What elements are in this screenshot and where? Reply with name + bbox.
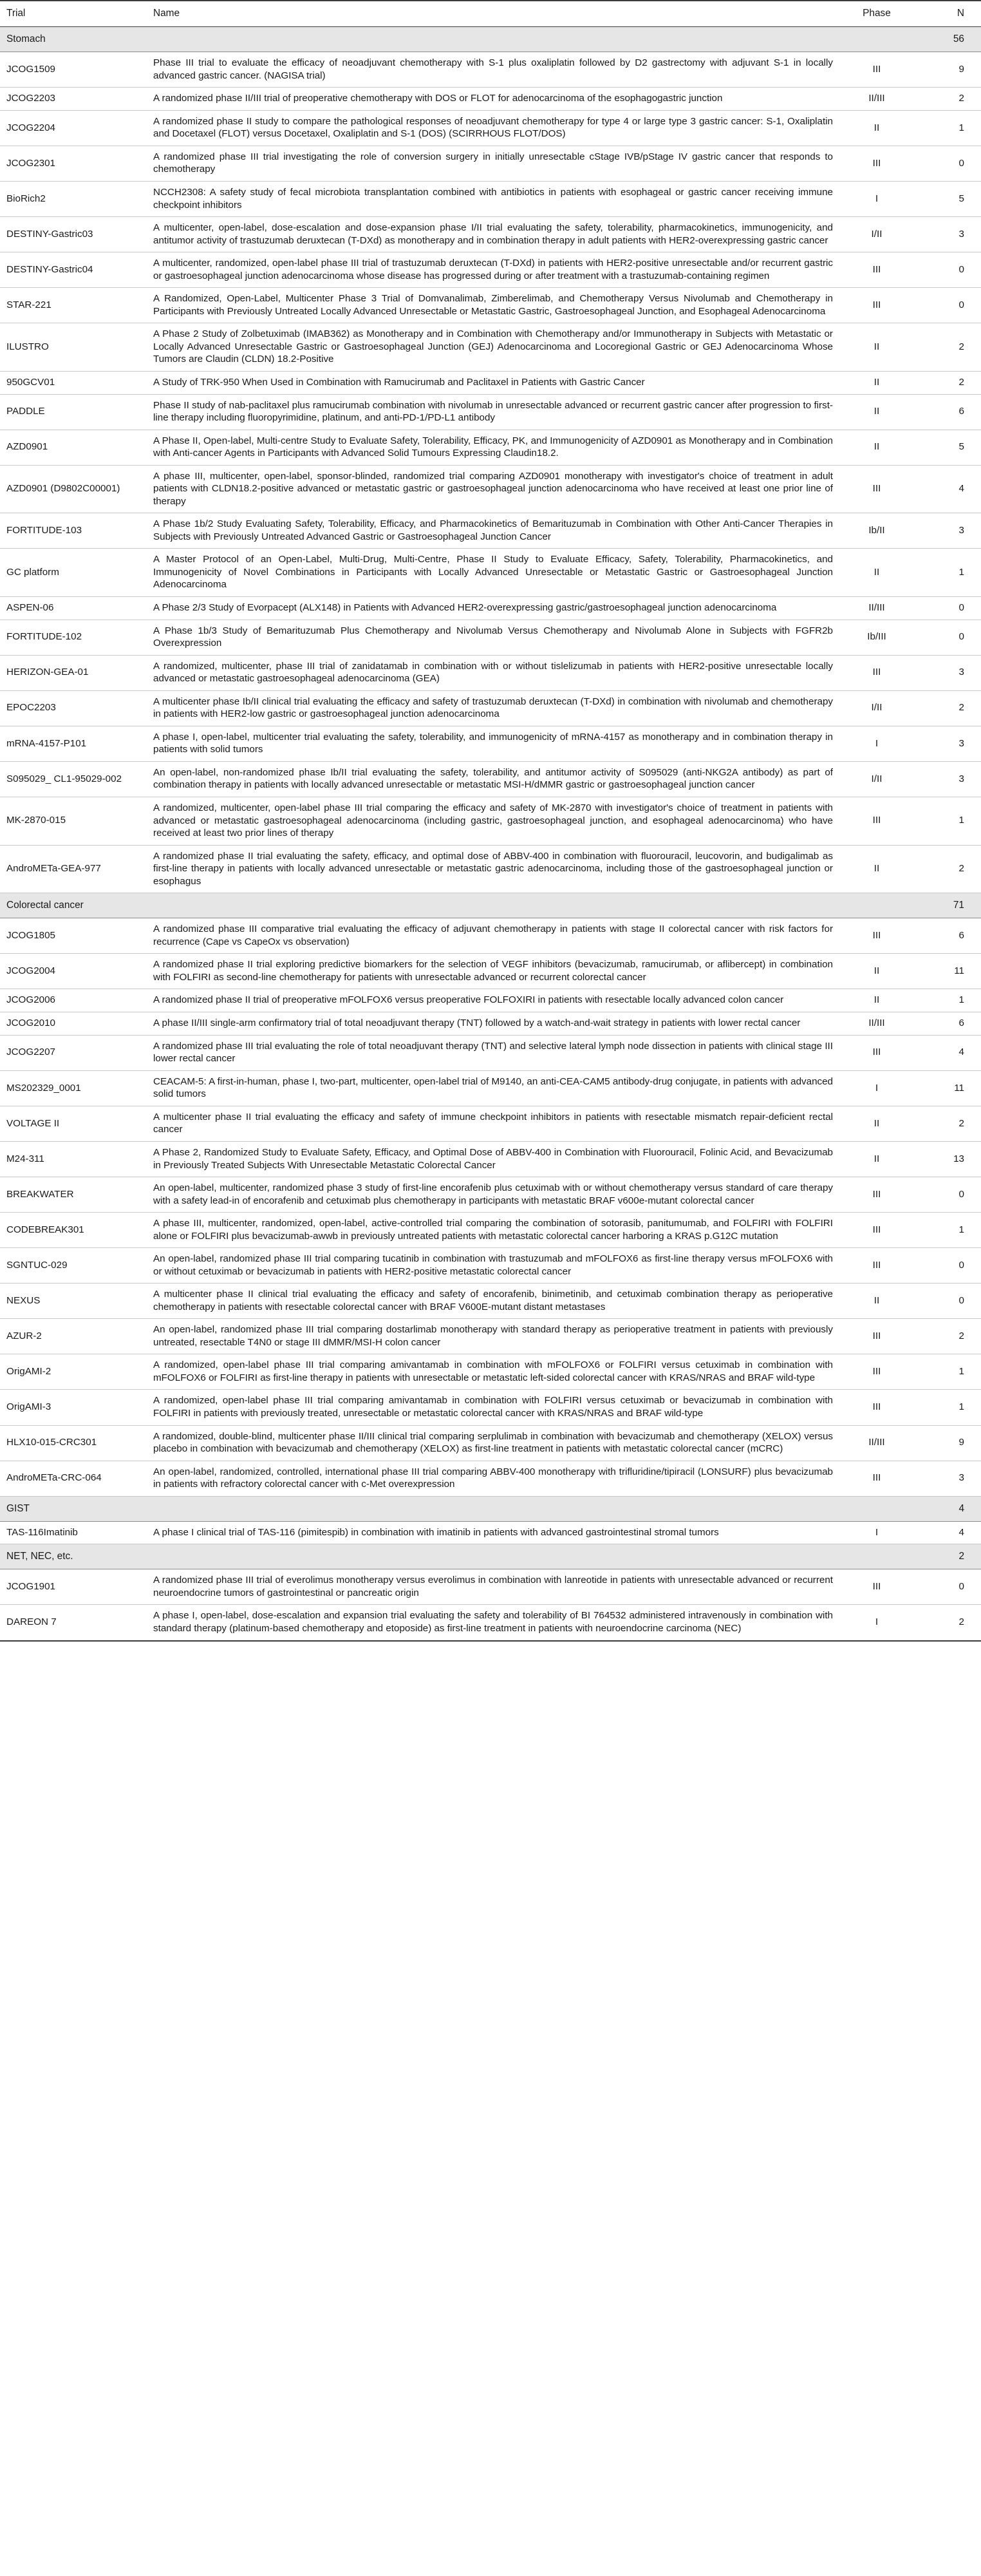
trial-name: An open-label, non-randomized phase Ib/II trial evaluating the safety, tolerability, and antitumor activity of S095029 (anti-NKG2A antibody) as part of combination therapy in patients with locally advanced unresectable or metastatic MSI-H/dMMR gastric or gastroesophageal junction cancer <box>147 761 843 797</box>
trial-name: A multicenter phase II clinical trial evaluating the efficacy and safety of encorafenib, binimetinib, and cetuximab combination therapy as perioperative chemotherapy in patients with resectable colorectal cancer with BRAF V600E-mutant distant metastases <box>147 1283 843 1319</box>
trial-phase: I <box>843 726 910 761</box>
trial-name: CEACAM-5: A first-in-human, phase I, two-part, multicenter, open-label trial of M9140, an anti-CEA-CAM5 antibody-drug conjugate, in patients with advanced solid tumors <box>147 1070 843 1106</box>
trial-id: AZD0901 <box>0 430 147 465</box>
trial-count: 5 <box>910 430 981 465</box>
table-row <box>0 1569 981 1605</box>
table-row <box>0 52 981 88</box>
table-row <box>0 549 981 597</box>
table-row <box>0 954 981 989</box>
column-header-phase: Phase <box>843 1 910 27</box>
column-header-name: Name <box>147 1 843 27</box>
trial-phase: III <box>843 1248 910 1283</box>
trial-name: Phase III trial to evaluate the efficacy of neoadjuvant chemotherapy with S-1 plus oxaliplatin followed by D2 gastrectomy with adjuvant S-1 in locally advanced gastric cancer. (NAGISA trial) <box>147 52 843 88</box>
trial-count: 13 <box>910 1142 981 1177</box>
trial-count: 2 <box>910 1605 981 1641</box>
trial-name: A randomized phase II study to compare the pathological responses of neoadjuvant chemotherapy for type 4 or large type 3 gastric cancer: S-1, Oxaliplatin and Docetaxel (FLOT) versus Docetaxel, Oxaliplatin and S-1 (DOS) (SCIRRHOUS FLOT/DOS) <box>147 110 843 146</box>
table-row <box>0 620 981 655</box>
trial-id: SGNTUC-029 <box>0 1248 147 1283</box>
trial-id: FORTITUDE-102 <box>0 620 147 655</box>
table-row <box>0 726 981 761</box>
trial-name: A randomized phase III trial evaluating the role of total neoadjuvant therapy (TNT) and selective lateral lymph node dissection in patients with clinical stage III lower rectal cancer <box>147 1035 843 1070</box>
trial-phase: III <box>843 1035 910 1070</box>
trial-count: 9 <box>910 1425 981 1461</box>
trial-count: 6 <box>910 1012 981 1036</box>
trial-name: A Randomized, Open-Label, Multicenter Phase 3 Trial of Domvanalimab, Zimberelimab, and Chemotherapy Versus Nivolumab and Chemotherapy in Participants with Previously Untreated Locally Advanced Unresectable or Metastatic Gastric, Gastroesophageal Junction, and Esophageal Adenocarcinoma <box>147 288 843 323</box>
trial-id: JCOG2203 <box>0 88 147 111</box>
trial-name: A phase III, multicenter, randomized, open-label, active-controlled trial comparing the combination of sotorasib, panitumumab, and FOLFIRI with FOLFIRI alone or FOLFIRI plus bevacizumab-awwb in previously untreated patients with metastatic colorectal cancer harboring a KRAS p.G12C mutation <box>147 1213 843 1248</box>
trial-phase: II <box>843 371 910 394</box>
section-label: GIST <box>0 1496 910 1521</box>
table-row <box>0 146 981 181</box>
table-row <box>0 1070 981 1106</box>
trial-id: STAR-221 <box>0 288 147 323</box>
trial-phase: III <box>843 1354 910 1390</box>
trial-name: NCCH2308: A safety study of fecal microbiota transplantation combined with antibiotics in patients with esophageal or gastric cancer receiving immune checkpoint inhibitors <box>147 181 843 216</box>
trial-name: A randomized phase III trial of everolimus monotherapy versus everolimus in combination with lanreotide in patients with unresectable advanced or recurrent neuroendocrine tumors of gastrointestinal or pancreatic origin <box>147 1569 843 1605</box>
trial-id: JCOG1901 <box>0 1569 147 1605</box>
trial-count: 2 <box>910 690 981 726</box>
trial-id: ILUSTRO <box>0 323 147 372</box>
trial-count: 0 <box>910 596 981 620</box>
trial-id: HERIZON-GEA-01 <box>0 655 147 690</box>
table-row <box>0 110 981 146</box>
trial-id: JCOG2207 <box>0 1035 147 1070</box>
trial-count: 9 <box>910 52 981 88</box>
trial-id: EPOC2203 <box>0 690 147 726</box>
trial-name: An open-label, multicenter, randomized phase 3 study of first-line encorafenib plus cetuximab with or without chemotherapy versus standard of care therapy with a safety lead-in of encorafenib and cetuximab plus chemotherapy in participants with metastatic BRAF v600e-mutant colorectal cancer <box>147 1177 843 1213</box>
trial-phase: II <box>843 1142 910 1177</box>
trial-name: An open-label, randomized, controlled, international phase III trial comparing ABBV-400 monotherapy with trifluridine/tipiracil (LONSURF) plus bevacizumab in patients with refractory colorectal cancer with c-Met overexpression <box>147 1461 843 1496</box>
trial-name: A Master Protocol of an Open-Label, Multi-Drug, Multi-Centre, Phase II Study to Evaluate Efficacy, Safety, Tolerability, Pharmacokinetics, and Immunogenicity of Novel Combinations in Participants with Locally Advanced Unresectable or Metastatic Gastric or Gastroesophageal Junction Adenocarcinoma <box>147 549 843 597</box>
trial-phase: III <box>843 252 910 288</box>
trial-count: 3 <box>910 655 981 690</box>
trial-phase: I/II <box>843 761 910 797</box>
section-count: 4 <box>910 1496 981 1521</box>
trial-phase: II/III <box>843 1012 910 1036</box>
trial-phase: I <box>843 181 910 216</box>
table-row <box>0 1142 981 1177</box>
section-count: 2 <box>910 1544 981 1569</box>
trial-phase: II <box>843 845 910 893</box>
trial-phase: III <box>843 1569 910 1605</box>
trial-phase: III <box>843 797 910 846</box>
table-row <box>0 513 981 549</box>
trial-phase: Ib/III <box>843 620 910 655</box>
table-row <box>0 1177 981 1213</box>
trial-name: A Phase II, Open-label, Multi-centre Study to Evaluate Safety, Tolerability, Efficacy, PK, and Immunogenicity of AZD0901 as Monotherapy and in Combination with Anti-cancer Agents in Participants with Advanced Solid Tumours Expressing Claudin18.2. <box>147 430 843 465</box>
trial-name: A phase II/III single-arm confirmatory trial of total neoadjuvant therapy (TNT) followed by a watch-and-wait strategy in patients with lower rectal cancer <box>147 1012 843 1036</box>
trial-id: HLX10-015-CRC301 <box>0 1425 147 1461</box>
column-header-trial: Trial <box>0 1 147 27</box>
table-row <box>0 1213 981 1248</box>
trial-phase: Ib/II <box>843 513 910 549</box>
trial-phase: II <box>843 323 910 372</box>
trial-name: A multicenter phase Ib/II clinical trial evaluating the efficacy and safety of trastuzumab deruxtecan (T-DXd) in combination with nivolumab and chemotherapy in patients with HER2-low gastric or gastroesophageal junction adenocarcinoma <box>147 690 843 726</box>
table-row <box>0 1605 981 1641</box>
section-count: 71 <box>910 893 981 918</box>
section-label: Colorectal cancer <box>0 893 910 918</box>
trial-name: A randomized, open-label phase III trial comparing amivantamab in combination with FOLFIRI versus cetuximab or bevacizumab in combination with FOLFIRI in patients with previously treated, unresectable or metastatic colorectal cancer with KRAS/NRAS and BRAF wild-type <box>147 1390 843 1425</box>
trial-name: A phase I clinical trial of TAS-116 (pimitespib) in combination with imatinib in patients with advanced gastrointestinal stromal tumors <box>147 1521 843 1544</box>
trial-count: 2 <box>910 1106 981 1141</box>
trial-phase: I <box>843 1070 910 1106</box>
table-row <box>0 989 981 1012</box>
trial-id: OrigAMI-3 <box>0 1390 147 1425</box>
trial-id: S095029_ CL1-95029-002 <box>0 761 147 797</box>
section-label: NET, NEC, etc. <box>0 1544 910 1569</box>
trial-count: 5 <box>910 181 981 216</box>
trial-id: MS202329_0001 <box>0 1070 147 1106</box>
trial-id: ASPEN-06 <box>0 596 147 620</box>
trial-count: 3 <box>910 513 981 549</box>
table-row <box>0 465 981 513</box>
trial-phase: III <box>843 918 910 954</box>
trial-count: 0 <box>910 252 981 288</box>
trial-phase: II/III <box>843 596 910 620</box>
trial-name: A randomized phase II trial of preoperative mFOLFOX6 versus preoperative FOLFOXIRI in patients with resectable locally advanced colon cancer <box>147 989 843 1012</box>
trial-count: 4 <box>910 1035 981 1070</box>
trial-id: mRNA-4157-P101 <box>0 726 147 761</box>
trial-name: A multicenter, randomized, open-label phase III trial of trastuzumab deruxtecan (T-DXd) in patients with HER2-positive unresectable and/or recurrent gastric or gastroesophageal junction adenocarcinoma whose disease has progressed during or after treatment with a trastuzumab-containing regimen <box>147 252 843 288</box>
trial-count: 4 <box>910 1521 981 1544</box>
trial-count: 2 <box>910 845 981 893</box>
trial-count: 1 <box>910 989 981 1012</box>
section-header-row <box>0 1496 981 1521</box>
table-header <box>0 1 981 27</box>
trial-id: JCOG2006 <box>0 989 147 1012</box>
trial-phase: II <box>843 1283 910 1319</box>
trial-id: AZUR-2 <box>0 1319 147 1354</box>
trial-phase: I/II <box>843 690 910 726</box>
trial-id: BREAKWATER <box>0 1177 147 1213</box>
trial-id: TAS-116Imatinib <box>0 1521 147 1544</box>
trial-id: OrigAMI-2 <box>0 1354 147 1390</box>
trial-name: A multicenter, open-label, dose-escalation and dose-expansion phase I/II trial evaluating the safety, tolerability, pharmacokinetics, immunogenicity, and antitumor activity of trastuzumab deruxtecan (T-DXd) as monotherapy and in combination therapy in adult patients with HER2-overexpressing gastric cancer <box>147 217 843 252</box>
table-row <box>0 323 981 372</box>
trial-id: JCOG2301 <box>0 146 147 181</box>
table-row <box>0 1106 981 1141</box>
trial-id: JCOG2004 <box>0 954 147 989</box>
trial-phase: III <box>843 1213 910 1248</box>
section-header-row <box>0 27 981 52</box>
trial-id: AndroMETa-GEA-977 <box>0 845 147 893</box>
table-row <box>0 288 981 323</box>
section-count: 56 <box>910 27 981 52</box>
table-row <box>0 918 981 954</box>
trial-phase: III <box>843 52 910 88</box>
trial-phase: I <box>843 1605 910 1641</box>
trial-name: A phase III, multicenter, open-label, sponsor-blinded, randomized trial comparing AZD0901 monotherapy with investigator's choice of treatment in adult patients with CLDN18.2-positive advanced or metastatic gastric or gastroesophageal junction adenocarcinoma who have received at least one prior line of therapy <box>147 465 843 513</box>
trial-phase: III <box>843 1319 910 1354</box>
table-row <box>0 1319 981 1354</box>
trial-id: NEXUS <box>0 1283 147 1319</box>
trial-name: A randomized phase II trial evaluating the safety, efficacy, and optimal dose of ABBV-400 in combination with fluorouracil, leucovorin, and budigalimab as first-line therapy in patients with locally advanced unresectable or metastatic gastric adenocarcinoma, including those of the gastroesophageal junction or esophagus <box>147 845 843 893</box>
trial-id: DESTINY-Gastric03 <box>0 217 147 252</box>
trial-phase: II/III <box>843 1425 910 1461</box>
trial-count: 1 <box>910 797 981 846</box>
trial-id: CODEBREAK301 <box>0 1213 147 1248</box>
trial-count: 0 <box>910 146 981 181</box>
table-row <box>0 761 981 797</box>
trial-id: BioRich2 <box>0 181 147 216</box>
table-row <box>0 1425 981 1461</box>
table-row <box>0 1390 981 1425</box>
trial-name: A randomized phase II/III trial of preoperative chemotherapy with DOS or FLOT for adenocarcinoma of the esophagogastric junction <box>147 88 843 111</box>
trial-count: 0 <box>910 620 981 655</box>
section-header-row <box>0 893 981 918</box>
table-row <box>0 371 981 394</box>
trial-count: 2 <box>910 323 981 372</box>
trial-count: 1 <box>910 1354 981 1390</box>
table-row <box>0 394 981 430</box>
trial-id: JCOG2010 <box>0 1012 147 1036</box>
trial-count: 0 <box>910 1569 981 1605</box>
trial-name: A Phase 2 Study of Zolbetuximab (IMAB362) as Monotherapy and in Combination with Chemotherapy and/or Immunotherapy in Subjects with Metastatic or Locally Advanced Unresectable Gastric or Gastroesophageal Junction (GEJ) Adenocarcinoma and Locoregional Gastric or GEJ Adenocarcinoma Whose Tumors are Claudin (CLDN) 18.2-Positive <box>147 323 843 372</box>
trial-phase: II <box>843 394 910 430</box>
trial-phase: I <box>843 1521 910 1544</box>
trial-count: 1 <box>910 110 981 146</box>
trial-count: 6 <box>910 394 981 430</box>
trial-id: DESTINY-Gastric04 <box>0 252 147 288</box>
trial-name: A phase I, open-label, multicenter trial evaluating the safety, tolerability, and immunogenicity of mRNA-4157 as monotherapy and in combination therapy in patients with solid tumors <box>147 726 843 761</box>
trial-phase: I/II <box>843 217 910 252</box>
trial-count: 0 <box>910 288 981 323</box>
trial-name: Phase II study of nab-paclitaxel plus ramucirumab combination with nivolumab in unresectable advanced or recurrent gastric cancer after progression to first-line therapy including fluoropyrimidine, platinum, and anti-PD-1/PD-L1 antibody <box>147 394 843 430</box>
trial-id: PADDLE <box>0 394 147 430</box>
trial-count: 11 <box>910 1070 981 1106</box>
trial-name: A randomized, multicenter, phase III trial of zanidatamab in combination with or without tislelizumab in patients with HER2-positive unresectable locally advanced or metastatic gastroesophageal adenocarcinoma (GEA) <box>147 655 843 690</box>
trial-name: A randomized, open-label phase III trial comparing amivantamab in combination with mFOLFOX6 or FOLFIRI versus cetuximab in combination with mFOLFOX6 or FOLFIRI as first-line therapy in patients with unresectable or metastatic left-sided colorectal cancer with KRAS/NRAS and BRAF wild-type <box>147 1354 843 1390</box>
table-row <box>0 655 981 690</box>
trial-count: 3 <box>910 726 981 761</box>
trial-phase: II/III <box>843 88 910 111</box>
trial-name: A multicenter phase II trial evaluating the efficacy and safety of immune checkpoint inhibitors in patients with resectable mismatch repair-deficient rectal cancer <box>147 1106 843 1141</box>
table-row <box>0 1012 981 1036</box>
trial-id: VOLTAGE II <box>0 1106 147 1141</box>
trial-count: 3 <box>910 217 981 252</box>
trial-id: 950GCV01 <box>0 371 147 394</box>
table-row <box>0 1035 981 1070</box>
trial-count: 2 <box>910 371 981 394</box>
trial-phase: II <box>843 1106 910 1141</box>
section-header-row <box>0 1544 981 1569</box>
trial-name: A randomized phase III trial investigating the role of conversion surgery in initially unresectable cStage IVB/pStage IV gastric cancer that responds to chemotherapy <box>147 146 843 181</box>
trial-name: A phase I, open-label, dose-escalation and expansion trial evaluating the safety and tolerability of BI 764532 administered intravenously in combination with standard therapy (platinum-based chemotherapy and etoposide) as first-line treatment in patients with neuroendocrine carcinoma (NEC) <box>147 1605 843 1641</box>
trial-phase: II <box>843 430 910 465</box>
trial-id: MK-2870-015 <box>0 797 147 846</box>
table-row <box>0 1354 981 1390</box>
trial-id: JCOG2204 <box>0 110 147 146</box>
trial-count: 3 <box>910 761 981 797</box>
table-row <box>0 1461 981 1496</box>
trial-count: 1 <box>910 1390 981 1425</box>
trial-name: A Study of TRK-950 When Used in Combination with Ramucirumab and Paclitaxel in Patients with Gastric Cancer <box>147 371 843 394</box>
trial-name: A randomized, multicenter, open-label phase III trial comparing the efficacy and safety of MK-2870 with investigator's choice of treatment in patients with advanced or metastatic gastroesophageal adenocarcinoma (including gastric, gastroesophageal junction, and esophageal adenocarcinoma) who have received at least two prior lines of therapy <box>147 797 843 846</box>
trial-phase: III <box>843 465 910 513</box>
trial-name: A Phase 1b/2 Study Evaluating Safety, Tolerability, Efficacy, and Pharmacokinetics of Bemarituzumab in Combination with Other Anti-Cancer Therapies in Subjects with Previously Untreated Advanced Gastric or Gastroesophageal Junction Cancer <box>147 513 843 549</box>
trial-count: 11 <box>910 954 981 989</box>
trial-phase: II <box>843 110 910 146</box>
trial-id: GC platform <box>0 549 147 597</box>
trial-count: 0 <box>910 1283 981 1319</box>
trial-id: DAREON 7 <box>0 1605 147 1641</box>
table-row <box>0 88 981 111</box>
trial-phase: III <box>843 288 910 323</box>
trial-id: JCOG1805 <box>0 918 147 954</box>
table-body <box>0 27 981 1641</box>
trial-count: 2 <box>910 88 981 111</box>
trial-name: A randomized phase III comparative trial evaluating the efficacy of adjuvant chemotherapy in patients with stage II colorectal cancer with risk factors for recurrence (Cape vs CapeOx vs observation) <box>147 918 843 954</box>
trial-name: A Phase 2, Randomized Study to Evaluate Safety, Efficacy, and Optimal Dose of ABBV-400 in Combination with Fluorouracil, Folinic Acid, and Bevacizumab in Previously Treated Subjects With Unresectable Metastatic Colorectal Cancer <box>147 1142 843 1177</box>
trial-name: An open-label, randomized phase III trial comparing tucatinib in combination with trastuzumab and mFOLFOX6 as first-line therapy versus mFOLFOX6 with or without cetuximab or bevacizumab in patients with HER2-positive metastatic colorectal cancer <box>147 1248 843 1283</box>
trial-phase: III <box>843 655 910 690</box>
section-label: Stomach <box>0 27 910 52</box>
trial-name: A randomized, double-blind, multicenter phase II/III clinical trial comparing serplulimab in combination with bevacizumab and chemotherapy (XELOX) versus placebo in combination with bevacizumab and chemotherapy (XELOX) as first-line treatment in patients with metastatic colorectal cancer (mCRC) <box>147 1425 843 1461</box>
trial-name: A randomized phase II trial exploring predictive biomarkers for the selection of VEGF inhibitors (bevacizumab, ramucirumab, or aflibercept) in combination with FOLFIRI as second-line chemotherapy for patients with unresectable advanced or recurrent colorectal cancer <box>147 954 843 989</box>
trial-count: 1 <box>910 549 981 597</box>
trial-id: M24-311 <box>0 1142 147 1177</box>
table-row <box>0 181 981 216</box>
trial-count: 0 <box>910 1248 981 1283</box>
trial-id: AZD0901 (D9802C00001) <box>0 465 147 513</box>
table-row <box>0 797 981 846</box>
table-row <box>0 1521 981 1544</box>
trial-count: 0 <box>910 1177 981 1213</box>
table-row <box>0 252 981 288</box>
trial-phase: III <box>843 1461 910 1496</box>
trial-count: 1 <box>910 1213 981 1248</box>
table-row <box>0 217 981 252</box>
trial-phase: II <box>843 549 910 597</box>
table-row <box>0 596 981 620</box>
trial-count: 2 <box>910 1319 981 1354</box>
trial-id: JCOG1509 <box>0 52 147 88</box>
trial-phase: III <box>843 1390 910 1425</box>
trial-phase: III <box>843 146 910 181</box>
trial-count: 3 <box>910 1461 981 1496</box>
trial-name: An open-label, randomized phase III trial comparing dostarlimab monotherapy with standard therapy as perioperative treatment in patients with previously untreated, resectable T4N0 or stage III dMMR/MSI-H colon cancer <box>147 1319 843 1354</box>
trial-count: 4 <box>910 465 981 513</box>
trial-name: A Phase 2/3 Study of Evorpacept (ALX148) in Patients with Advanced HER2-overexpressing gastric/gastroesophageal junction adenocarcinoma <box>147 596 843 620</box>
table-row <box>0 845 981 893</box>
column-header-n: N <box>910 1 981 27</box>
table-row <box>0 1283 981 1319</box>
trial-id: FORTITUDE-103 <box>0 513 147 549</box>
table-row <box>0 1248 981 1283</box>
header-row <box>0 1 981 27</box>
trial-count: 6 <box>910 918 981 954</box>
trial-phase: II <box>843 954 910 989</box>
trial-phase: III <box>843 1177 910 1213</box>
trial-name: A Phase 1b/3 Study of Bemarituzumab Plus Chemotherapy and Nivolumab Versus Chemotherapy and Nivolumab Alone in Subjects with FGFR2b Overexpression <box>147 620 843 655</box>
table-row <box>0 690 981 726</box>
trial-id: AndroMETa-CRC-064 <box>0 1461 147 1496</box>
table-row <box>0 430 981 465</box>
trial-phase: II <box>843 989 910 1012</box>
